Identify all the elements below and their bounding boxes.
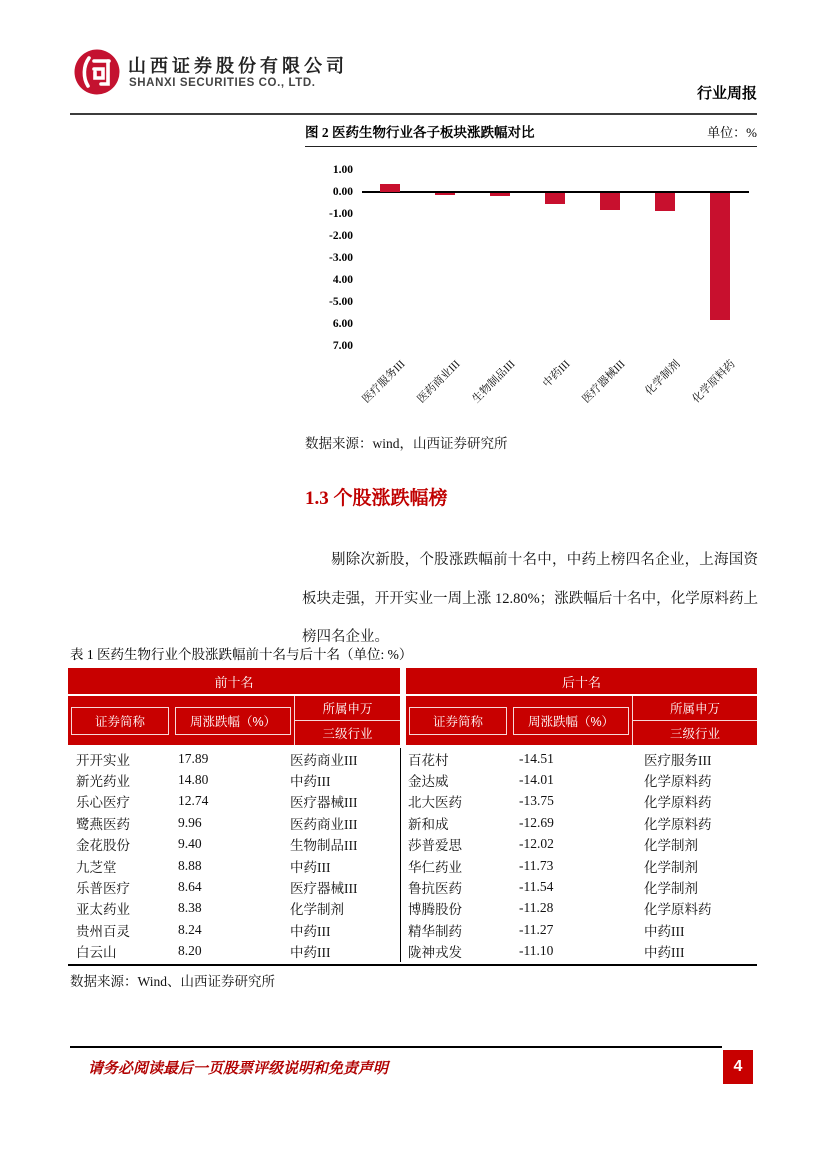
weekly-change: -14.51 bbox=[519, 750, 554, 766]
chart-title-row bbox=[305, 121, 757, 141]
row-left-half bbox=[68, 769, 401, 790]
table-row bbox=[68, 898, 757, 919]
industry-name: 医药商业III bbox=[290, 816, 358, 832]
stock-name: 九芝堂 bbox=[76, 859, 117, 875]
x-axis-category-label: 生物制品III bbox=[469, 358, 518, 406]
table-source: 数据来源：Wind、山西证券研究所 bbox=[70, 974, 275, 989]
row-left-half bbox=[68, 876, 401, 897]
industry-name: 生物制品III bbox=[290, 838, 358, 854]
group-header-bottom10: 后十名 bbox=[406, 668, 757, 694]
row-right-half bbox=[401, 941, 757, 962]
col-header-industry-line2: 三级行业 bbox=[322, 727, 373, 741]
company-name-en: SHANXI SECURITIES CO., LTD. bbox=[129, 77, 316, 89]
weekly-change: -12.69 bbox=[519, 814, 554, 830]
footer-divider bbox=[70, 1046, 722, 1048]
col-header-name: 证券简称 bbox=[71, 707, 169, 735]
weekly-change: -11.54 bbox=[519, 879, 554, 895]
industry-name: 化学原料药 bbox=[644, 902, 712, 918]
group-header-top10: 前十名 bbox=[68, 668, 400, 694]
y-axis-tick-label: -2.00 bbox=[329, 230, 353, 242]
weekly-change: 8.64 bbox=[178, 879, 202, 895]
row-left-half bbox=[68, 748, 401, 769]
stock-name: 北大医药 bbox=[408, 795, 462, 811]
y-axis-tick-label: 0.00 bbox=[332, 186, 353, 198]
report-type-label: 行业周报 bbox=[696, 85, 757, 102]
stock-name: 金达威 bbox=[408, 774, 449, 790]
table-row bbox=[68, 834, 757, 855]
subheader-left bbox=[68, 696, 400, 745]
table-row bbox=[68, 919, 757, 940]
footer-disclaimer: 请务必阅读最后一页股票评级说明和免责声明 bbox=[88, 1061, 389, 1077]
industry-name: 化学制剂 bbox=[644, 881, 698, 897]
row-left-half bbox=[68, 941, 401, 962]
industry-name: 化学制剂 bbox=[644, 859, 698, 875]
chart-title-divider bbox=[305, 146, 757, 147]
stock-name: 亚太药业 bbox=[76, 902, 130, 918]
industry-name: 中药III bbox=[290, 923, 331, 939]
section-paragraph: 剔除次新股，个股涨跌幅前十名中，中药上榜四名企业，上海国资板块走强，开开实业一周上涨 12.80%；涨跌幅后十名中，化学原料药上榜四名企业。 bbox=[302, 552, 758, 645]
row-left-half bbox=[68, 791, 401, 812]
table-row bbox=[68, 791, 757, 812]
x-axis-category-label: 医药商业III bbox=[414, 358, 463, 406]
row-right-half bbox=[401, 812, 757, 833]
row-right-half bbox=[401, 834, 757, 855]
table-subheader-row bbox=[68, 696, 757, 745]
x-axis-category-label: 医疗服务III bbox=[359, 358, 408, 406]
weekly-change: 14.80 bbox=[178, 772, 209, 788]
weekly-change: 8.24 bbox=[178, 921, 202, 937]
weekly-change: -11.28 bbox=[519, 900, 554, 916]
row-left-half bbox=[68, 898, 401, 919]
industry-name: 医疗器械III bbox=[290, 795, 358, 811]
row-left-half bbox=[68, 812, 401, 833]
chart-source: 数据来源：wind，山西证券研究所 bbox=[305, 436, 508, 451]
row-right-half bbox=[401, 898, 757, 919]
x-axis-category-label: 化学制剂 bbox=[642, 358, 683, 398]
table-body bbox=[68, 745, 757, 966]
table-title: 表 1 医药生物行业个股涨跌幅前十名与后十名（单位: %） bbox=[70, 647, 413, 662]
industry-name: 化学原料药 bbox=[644, 795, 712, 811]
chart-bar bbox=[490, 193, 510, 196]
weekly-change: 9.40 bbox=[178, 836, 202, 852]
table-row bbox=[68, 812, 757, 833]
row-right-half bbox=[401, 748, 757, 769]
rank-table bbox=[68, 668, 757, 966]
chart-bar bbox=[600, 193, 620, 210]
row-right-half bbox=[401, 791, 757, 812]
industry-name: 中药III bbox=[644, 945, 685, 961]
col-header-industry-line1: 所属申万 bbox=[295, 696, 400, 721]
weekly-change: -11.73 bbox=[519, 857, 554, 873]
industry-name: 医疗服务III bbox=[644, 752, 712, 768]
col-header-industry-line2: 三级行业 bbox=[669, 727, 720, 741]
industry-name: 中药III bbox=[290, 859, 331, 875]
header-divider bbox=[70, 113, 757, 115]
stock-name: 贵州百灵 bbox=[76, 923, 130, 939]
page-number-badge: 4 bbox=[723, 1050, 753, 1084]
stock-name: 新和成 bbox=[408, 816, 449, 832]
stock-name: 鲁抗医药 bbox=[408, 881, 462, 897]
industry-name: 医药商业III bbox=[290, 752, 358, 768]
x-axis-category-label: 中药III bbox=[540, 358, 573, 390]
chart-title: 图 2 医药生物行业各子板块涨跌幅对比 bbox=[305, 125, 535, 140]
industry-name: 中药III bbox=[290, 945, 331, 961]
chart-bar bbox=[380, 184, 400, 192]
industry-name: 化学原料药 bbox=[644, 816, 712, 832]
row-left-half bbox=[68, 919, 401, 940]
chart-unit-label: 单位：% bbox=[707, 125, 757, 140]
stock-name: 开开实业 bbox=[76, 752, 130, 768]
stock-name: 精华制药 bbox=[408, 923, 462, 939]
bar-chart bbox=[305, 150, 757, 438]
row-left-half bbox=[68, 855, 401, 876]
col-header-change: 周涨跌幅（%） bbox=[175, 707, 291, 735]
weekly-change: 12.74 bbox=[178, 793, 209, 809]
y-axis-tick-label: -3.00 bbox=[329, 252, 353, 264]
stock-name: 莎普爱思 bbox=[408, 838, 462, 854]
y-axis-tick-label: 1.00 bbox=[332, 164, 353, 176]
table-row bbox=[68, 941, 757, 962]
stock-name: 陇神戎发 bbox=[408, 945, 462, 961]
x-axis-category-label: 化学原料药 bbox=[689, 358, 738, 406]
weekly-change: 8.88 bbox=[178, 857, 202, 873]
row-left-half bbox=[68, 834, 401, 855]
stock-name: 华仁药业 bbox=[408, 859, 462, 875]
weekly-change: -12.02 bbox=[519, 836, 554, 852]
weekly-change: -14.01 bbox=[519, 772, 554, 788]
industry-name: 中药III bbox=[290, 774, 331, 790]
col-header-industry-line1: 所属申万 bbox=[633, 696, 757, 721]
stock-name: 博腾股份 bbox=[408, 902, 462, 918]
col-header-industry bbox=[632, 696, 757, 745]
col-header-change: 周涨跌幅（%） bbox=[513, 707, 629, 735]
y-axis-tick-label: 7.00 bbox=[332, 340, 353, 352]
industry-name: 化学制剂 bbox=[644, 838, 698, 854]
col-header-name: 证券简称 bbox=[409, 707, 507, 735]
chart-bar bbox=[435, 193, 455, 195]
weekly-change: -11.27 bbox=[519, 921, 554, 937]
weekly-change: 8.20 bbox=[178, 943, 202, 959]
stock-name: 新光药业 bbox=[76, 774, 130, 790]
industry-name: 中药III bbox=[644, 923, 685, 939]
weekly-change: 8.38 bbox=[178, 900, 202, 916]
stock-name: 鹭燕医药 bbox=[76, 816, 130, 832]
x-axis-category-label: 医疗器械III bbox=[579, 358, 628, 406]
stock-name: 百花村 bbox=[408, 752, 449, 768]
y-axis-tick-label: -5.00 bbox=[329, 296, 353, 308]
row-right-half bbox=[401, 855, 757, 876]
industry-name: 医疗器械III bbox=[290, 881, 358, 897]
weekly-change: -11.10 bbox=[519, 943, 554, 959]
company-logo-icon bbox=[73, 48, 121, 96]
stock-name: 白云山 bbox=[76, 945, 117, 961]
row-right-half bbox=[401, 876, 757, 897]
table-group-header-row bbox=[68, 668, 757, 694]
row-right-half bbox=[401, 919, 757, 940]
row-right-half bbox=[401, 769, 757, 790]
company-name-cn: 山西证券股份有限公司 bbox=[128, 56, 348, 76]
chart-bar bbox=[655, 193, 675, 211]
stock-name: 乐心医疗 bbox=[76, 795, 130, 811]
weekly-change: 17.89 bbox=[178, 750, 209, 766]
stock-name: 金花股份 bbox=[76, 838, 130, 854]
chart-bar bbox=[710, 193, 730, 320]
col-header-industry bbox=[294, 696, 400, 745]
table-row bbox=[68, 876, 757, 897]
y-axis-tick-label: 6.00 bbox=[332, 318, 353, 330]
chart-bar bbox=[545, 193, 565, 204]
weekly-change: -13.75 bbox=[519, 793, 554, 809]
y-axis-tick-label: 4.00 bbox=[332, 274, 353, 286]
y-axis-tick-label: -1.00 bbox=[329, 208, 353, 220]
weekly-change: 9.96 bbox=[178, 814, 202, 830]
subheader-right bbox=[406, 696, 757, 745]
industry-name: 化学制剂 bbox=[290, 902, 344, 918]
stock-name: 乐普医疗 bbox=[76, 881, 130, 897]
table-row bbox=[68, 855, 757, 876]
table-row bbox=[68, 769, 757, 790]
section-heading: 1.3 个股涨跌幅榜 bbox=[305, 488, 448, 509]
table-row bbox=[68, 748, 757, 769]
industry-name: 化学原料药 bbox=[644, 774, 712, 790]
